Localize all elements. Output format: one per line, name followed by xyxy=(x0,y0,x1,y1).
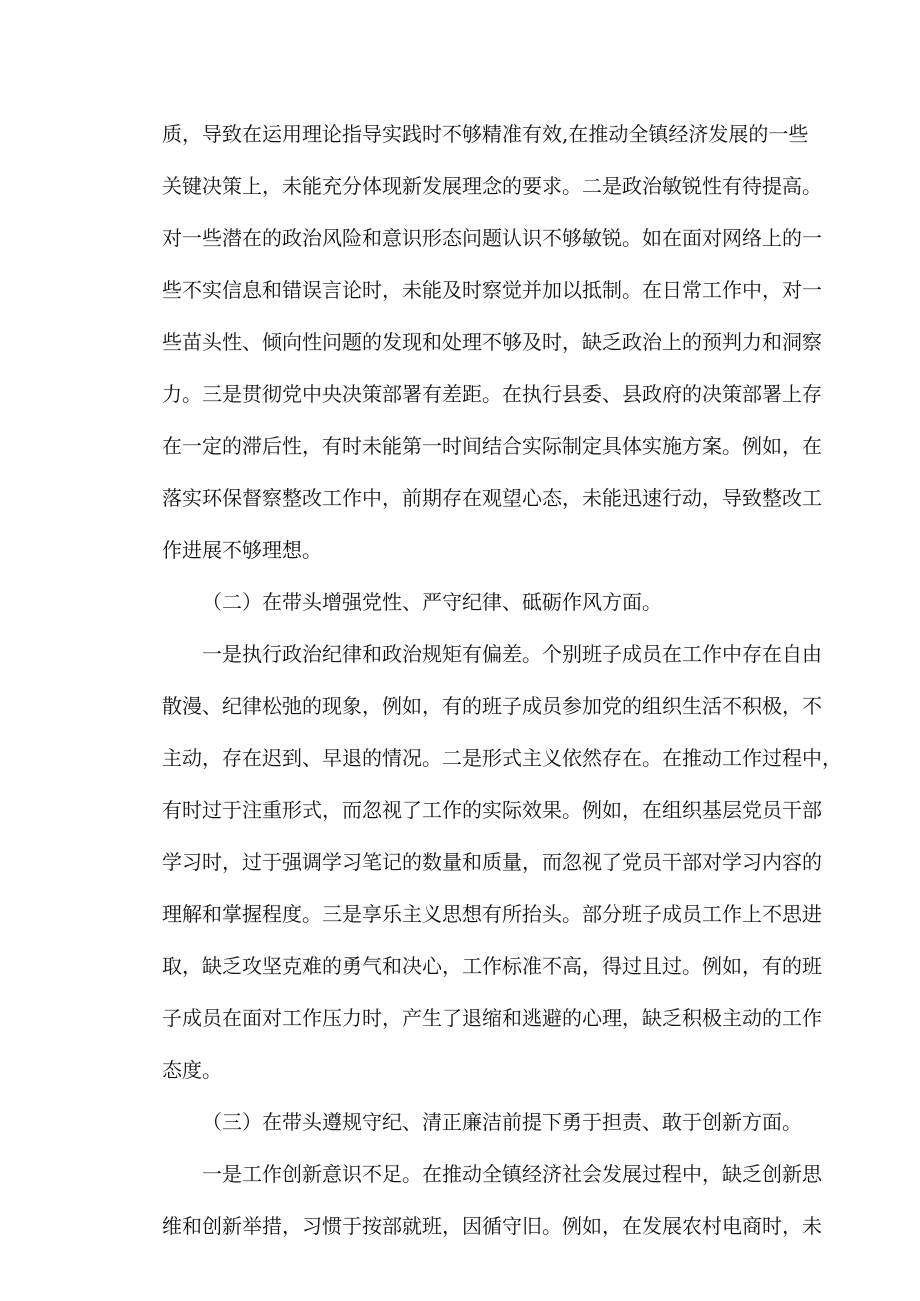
section-heading-3: （三）在带头遵规守纪、清正廉洁前提下勇于担责、敢于创新方面。 xyxy=(202,1110,802,1134)
paragraph-1-line-5: 些苗头性、倾向性问题的发现和处理不够及时，缺乏政治上的预判力和洞察 xyxy=(162,330,822,354)
paragraph-1-line-3: 对一些潜在的政治风险和意识形态问题认识不够敏锐。如在面对网络上的一 xyxy=(162,226,822,250)
paragraph-2-line-6: 理解和掌握程度。三是享乐主义思想有所抬头。部分班子成员工作上不思进 xyxy=(162,902,822,926)
paragraph-2-line-2: 散漫、纪律松弛的现象，例如，有的班子成员参加党的组织生活不积极，不 xyxy=(162,694,822,718)
paragraph-2-line-4: 有时过于注重形式，而忽视了工作的实际效果。例如，在组织基层党员干部 xyxy=(162,798,822,822)
section-heading-2: （二）在带头增强党性、严守纪律、砥砺作风方面。 xyxy=(202,590,662,614)
paragraph-2-line-9: 态度。 xyxy=(162,1058,222,1082)
paragraph-1-line-4: 些不实信息和错误言论时，未能及时察觉并加以抵制。在日常工作中，对一 xyxy=(162,278,822,302)
paragraph-2-line-8: 子成员在面对工作压力时，产生了退缩和逃避的心理，缺乏积极主动的工作 xyxy=(162,1006,822,1030)
paragraph-1-line-6: 力。三是贯彻党中央决策部署有差距。在执行县委、县政府的决策部署上存 xyxy=(162,382,822,406)
paragraph-1-line-9: 作进展不够理想。 xyxy=(162,538,322,562)
paragraph-1-line-1: 质，导致在运用理论指导实践时不够精准有效,在推动全镇经济发展的一些 xyxy=(162,122,809,146)
paragraph-2-line-3: 主动，存在迟到、早退的情况。二是形式主义依然存在。在推动工作过程中， xyxy=(162,746,842,770)
paragraph-2-line-5: 学习时，过于强调学习笔记的数量和质量，而忽视了党员干部对学习内容的 xyxy=(162,850,822,874)
paragraph-2-line-1: 一是执行政治纪律和政治规矩有偏差。个别班子成员在工作中存在自由 xyxy=(202,642,822,666)
paragraph-2-line-7: 取，缺乏攻坚克难的勇气和决心，工作标准不高，得过且过。例如，有的班 xyxy=(162,954,822,978)
paragraph-1-line-8: 落实环保督察整改工作中，前期存在观望心态，未能迅速行动，导致整改工 xyxy=(162,486,822,510)
paragraph-1-line-2: 关键决策上，未能充分体现新发展理念的要求。二是政治敏锐性有待提高。 xyxy=(162,174,822,198)
paragraph-1-line-7: 在一定的滞后性，有时未能第一时间结合实际制定具体实施方案。例如，在 xyxy=(162,434,822,458)
paragraph-3-line-2: 维和创新举措，习惯于按部就班，因循守旧。例如，在发展农村电商时，未 xyxy=(162,1214,822,1238)
paragraph-3-line-1: 一是工作创新意识不足。在推动全镇经济社会发展过程中，缺乏创新思 xyxy=(202,1162,822,1186)
